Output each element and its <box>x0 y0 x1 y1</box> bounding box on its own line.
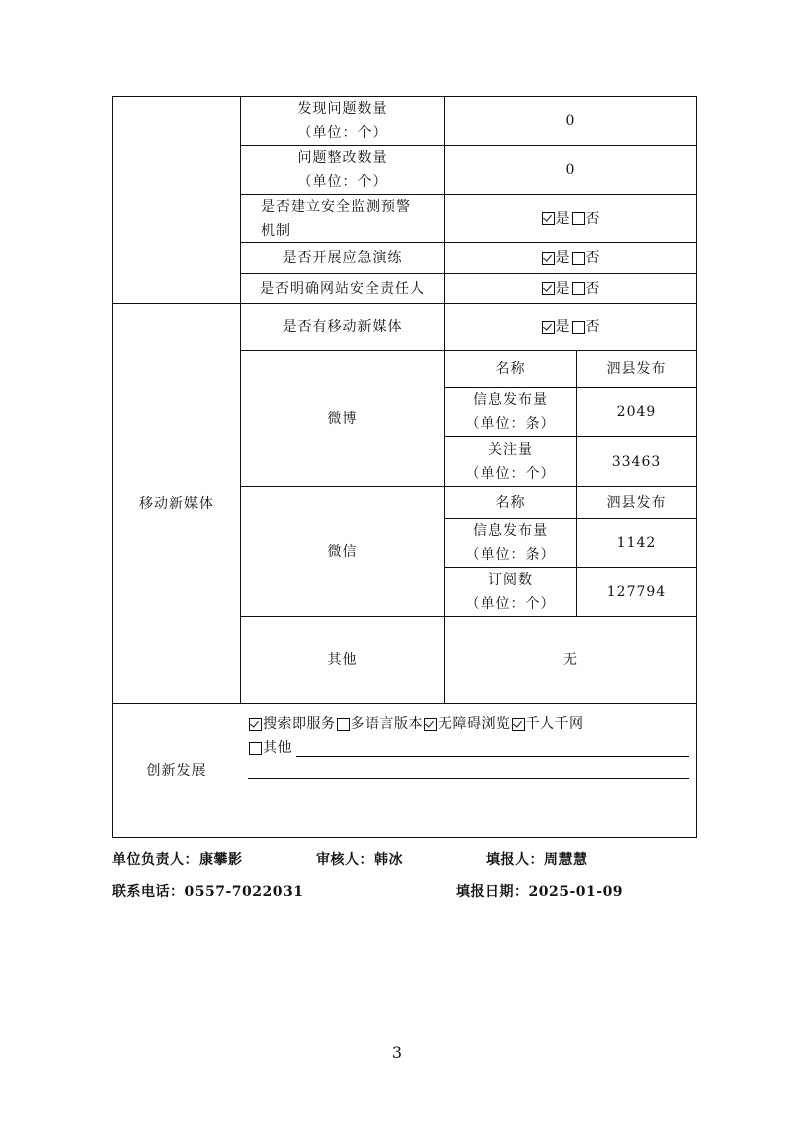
fixed-problems-label: 问题整改数量 （单位：个） <box>297 150 388 190</box>
unchecked-box-icon[interactable] <box>572 321 585 334</box>
page-number: 3 <box>391 1043 403 1062</box>
drill-label: 是否开展应急演练 <box>282 250 403 266</box>
unchecked-box-icon[interactable] <box>572 212 585 225</box>
weibo-name-value: 泗县发布 <box>606 361 667 377</box>
unchecked-box-icon[interactable] <box>572 282 585 295</box>
checked-box-icon[interactable] <box>249 718 262 731</box>
wechat-name-label: 名称 <box>495 494 526 511</box>
unchecked-box-icon[interactable] <box>249 742 262 755</box>
wechat-subs-value: 127794 <box>606 584 667 600</box>
other-value: 无 <box>563 652 578 668</box>
phone: 联系电话：0557-7022031 <box>112 884 304 900</box>
unchecked-box-icon[interactable] <box>337 718 350 731</box>
checked-box-icon[interactable] <box>542 212 555 225</box>
innovation-options-line2: 其他 <box>248 737 292 759</box>
weibo-posts-label: 信息发布量 （单位：条） <box>465 392 556 432</box>
fixed-problems-value: 0 <box>565 162 576 178</box>
filler: 填报人：周慧慧 <box>486 852 588 868</box>
weibo-followers-label: 关注量 （单位：个） <box>465 441 556 482</box>
wechat-subs-label: 订阅数 （单位：个） <box>465 572 556 612</box>
wechat-name-value: 泗县发布 <box>606 494 667 511</box>
unit-head: 单位负责人：康攀影 <box>112 852 243 868</box>
fill-line-2[interactable] <box>248 778 689 779</box>
checked-box-icon[interactable] <box>424 718 437 731</box>
innovation-options-line1: 搜索即服务 多语言版本 无障碍浏览 千人千网 <box>248 713 584 735</box>
reviewer: 审核人：韩冰 <box>316 852 403 868</box>
checked-box-icon[interactable] <box>542 321 555 334</box>
other-fill-line[interactable] <box>296 756 689 757</box>
mobile-section-label: 移动新媒体 <box>139 495 214 512</box>
unchecked-box-icon[interactable] <box>572 252 585 265</box>
has-mobile-label: 是否有移动新媒体 <box>282 319 403 335</box>
weibo-posts-value: 2049 <box>616 404 657 420</box>
other-label: 其他 <box>327 652 358 668</box>
weibo-label: 微博 <box>327 410 358 427</box>
weibo-followers-value: 33463 <box>611 453 662 470</box>
found-problems-value: 0 <box>565 113 576 129</box>
found-problems-label: 发现问题数量 （单位：个） <box>297 101 388 141</box>
monitoring-choice: 是 否 <box>445 195 696 242</box>
weibo-name-label: 名称 <box>495 361 526 377</box>
wechat-posts-value: 1142 <box>616 535 657 551</box>
checked-box-icon[interactable] <box>542 252 555 265</box>
wechat-posts-label: 信息发布量 （单位：条） <box>465 523 556 563</box>
fill-date: 填报日期：2025-01-09 <box>456 884 624 900</box>
drill-choice: 是 否 <box>445 243 696 273</box>
responsible-label: 是否明确网站安全责任人 <box>260 280 425 297</box>
responsible-choice: 是 否 <box>445 274 696 303</box>
innovation-section-label: 创新发展 <box>146 762 207 779</box>
checked-box-icon[interactable] <box>542 282 555 295</box>
monitoring-label: 是否建立安全监测预警 机制 <box>261 198 411 239</box>
checked-box-icon[interactable] <box>512 718 525 731</box>
has-mobile-choice: 是 否 <box>445 304 696 350</box>
wechat-label: 微信 <box>327 543 358 560</box>
